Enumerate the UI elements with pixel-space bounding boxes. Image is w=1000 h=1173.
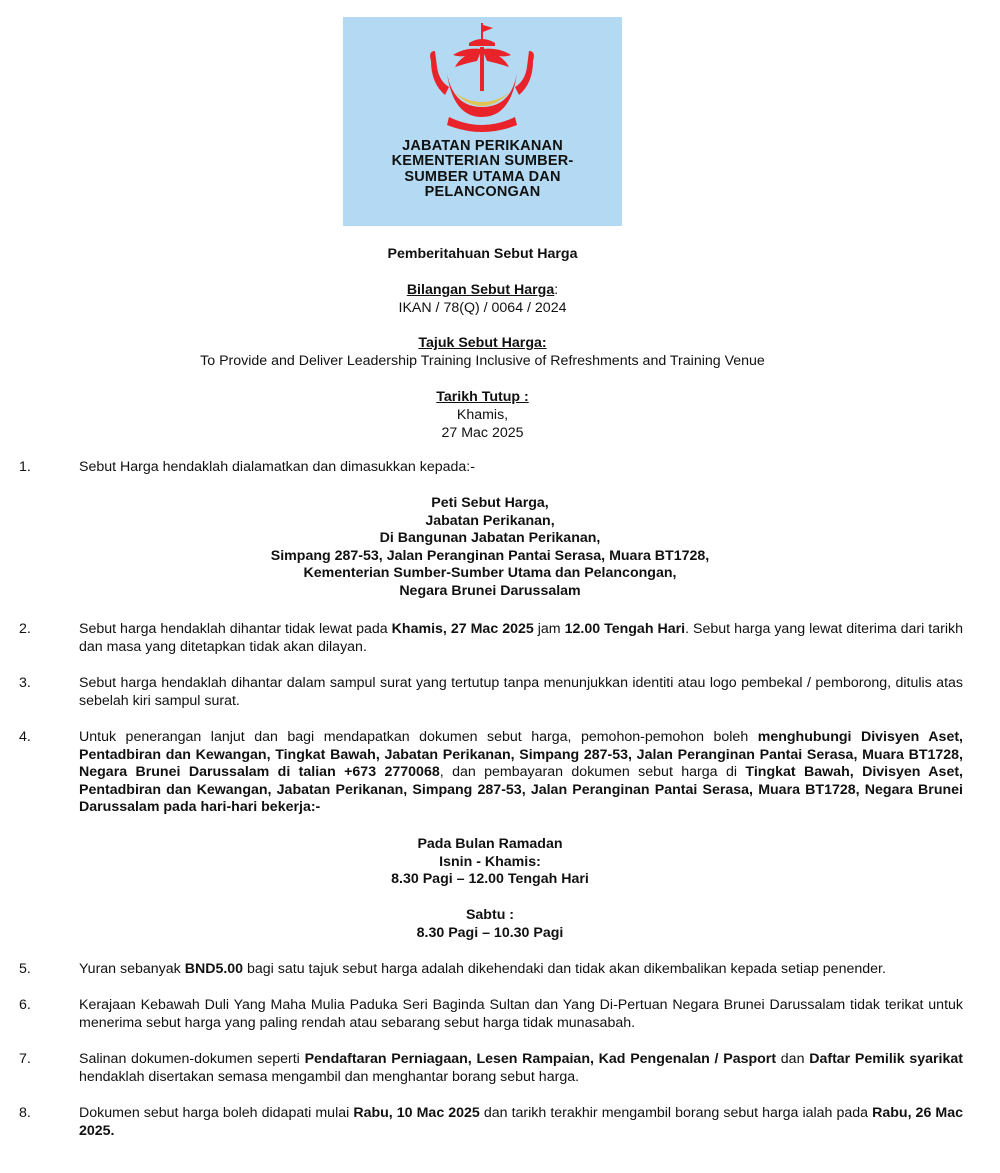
logo-line: SUMBER UTAMA DAN xyxy=(404,168,561,185)
closing-date: 27 Mac 2025 xyxy=(441,425,524,441)
logo-line: JABATAN PERIKANAN xyxy=(402,138,563,154)
text-run: jam xyxy=(533,621,565,637)
text-run: bagi satu tajuk sebut harga adalah dikehendaki dan tidak akan dikembalikan kepada setiap penender. xyxy=(243,961,886,977)
item-text: Sebut harga hendaklah dihantar dalam sampul surat yang tertutup tanpa menunjukkan identiti atau logo pembekal / pemborong, ditulis atas sebelah kiri sampul surat. xyxy=(79,675,963,709)
item-number: 2. xyxy=(19,621,31,637)
item-number: 8. xyxy=(19,1105,31,1121)
hours-time: 8.30 Pagi – 10.30 Pagi xyxy=(416,924,564,941)
text-run: . Sebut harga yang lewat diterima dari tarikh dan masa yang ditetapkan tidak akan dilayan. xyxy=(79,621,963,655)
item-number: 4. xyxy=(19,729,31,745)
logo-title xyxy=(343,139,622,201)
item-number: 1. xyxy=(19,459,31,475)
item-number: 5. xyxy=(19,961,31,977)
address-line: Simpang 287-53, Jalan Peranginan Pantai Serasa, Muara BT1728, xyxy=(270,547,710,564)
bold-run: BND5.00 xyxy=(184,961,244,977)
text-run: hendaklah disertakan semasa mengambil dan menghantar borang sebut harga. xyxy=(79,1068,580,1085)
bold-run: Tingkat Bawah, Divisyen Aset, Pentadbiran dan Kewangan, Jabatan Perikanan, Simpang 287-53, Jalan Peranginan Pantai Serasa, Muara BT1728, Negara Brunei Darussalam pada hari-hari bekerja:- xyxy=(79,764,964,816)
hours-time: 8.30 Pagi – 12.00 Tengah Hari xyxy=(391,871,589,888)
hours-days: Sabtu : xyxy=(465,907,515,923)
subject-label: Tajuk Sebut Harga: xyxy=(418,335,547,351)
closing-date-label: Tarikh Tutup : xyxy=(436,389,529,405)
reference-number: IKAN / 78(Q) / 0064 / 2024 xyxy=(398,300,567,316)
item-number: 6. xyxy=(19,997,31,1013)
text-run: , dan pembayaran dokumen sebut harga di xyxy=(439,764,746,781)
text-run: Untuk penerangan lanjut dan bagi mendapatkan dokumen sebut harga, pemohon-pemohon boleh xyxy=(79,729,758,745)
reference-colon: : xyxy=(554,282,559,298)
item-text xyxy=(79,961,963,979)
subject-title: To Provide and Deliver Leadership Training Inclusive of Refreshments and Training Venue xyxy=(200,353,765,369)
address-line: Negara Brunei Darussalam xyxy=(399,582,581,599)
brunei-crest-icon xyxy=(425,21,540,133)
item-text xyxy=(79,1051,963,1086)
address-line: Peti Sebut Harga, xyxy=(431,495,549,511)
submission-address xyxy=(0,495,980,601)
item-number: 7. xyxy=(19,1051,31,1067)
bold-run: Pendaftaran Perniagaan, Lesen Rampaian, Kad Pengenalan / Pasport xyxy=(304,1051,777,1067)
logo-line: PELANCONGAN xyxy=(424,184,541,201)
item-number: 3. xyxy=(19,675,31,691)
text-run: Yuran sebanyak xyxy=(79,961,185,977)
office-hours-saturday xyxy=(0,907,980,942)
department-logo xyxy=(343,17,622,226)
item-text: Kerajaan Kebawah Duli Yang Maha Mulia Paduka Seri Baginda Sultan dan Yang Di-Pertuan Negara Brunei Darussalam tidak terikat untuk menerima sebut harga yang paling rendah atau sebarang sebut harga tidak munasabah. xyxy=(79,997,963,1031)
bold-run: Rabu, 10 Mac 2025 xyxy=(353,1105,480,1121)
reference-label-text: Bilangan Sebut Harga xyxy=(406,282,555,298)
address-line: Jabatan Perikanan, xyxy=(425,512,555,529)
closing-day: Khamis, xyxy=(456,407,509,423)
reference-label xyxy=(0,282,965,300)
item-text: Sebut Harga hendaklah dialamatkan dan dimasukkan kepada:- xyxy=(79,459,475,475)
text-run: dan xyxy=(776,1051,810,1067)
text-run: dan tarikh terakhir mengambil borang sebut harga ialah pada xyxy=(479,1105,873,1121)
bold-run: menghubungi Divisyen Aset, Pentadbiran dan Kewangan, Tingkat Bawah, Jabatan Perikanan, Simpang 287-53, Jalan Peranginan Pantai Serasa, Muara BT1728, Negara Brunei Darussalam di talian +673 2770068 xyxy=(79,729,963,781)
item-text xyxy=(79,729,963,817)
notice-title: Pemberitahuan Sebut Harga xyxy=(387,246,578,262)
address-line: Di Bangunan Jabatan Perikanan, xyxy=(379,530,601,547)
hours-heading: Pada Bulan Ramadan xyxy=(417,836,563,852)
bold-run: 12.00 Tengah Hari xyxy=(564,621,686,637)
text-run: Sebut harga hendaklah dihantar tidak lewat pada xyxy=(79,621,392,637)
bold-run: Khamis, 27 Mac 2025 xyxy=(391,621,534,637)
text-run: Salinan dokumen-dokumen seperti xyxy=(79,1051,305,1067)
bold-run: Rabu, 26 Mac 2025. xyxy=(79,1105,963,1139)
text-run: Dokumen sebut harga boleh didapati mulai xyxy=(79,1105,354,1121)
office-hours xyxy=(0,836,980,889)
item-text xyxy=(79,1105,963,1140)
bold-run: Daftar Pemilik syarikat xyxy=(809,1051,963,1067)
item-text xyxy=(79,621,963,656)
address-line: Kementerian Sumber-Sumber Utama dan Pelancongan, xyxy=(303,565,677,582)
logo-line: KEMENTERIAN SUMBER- xyxy=(391,153,574,170)
hours-days: Isnin - Khamis: xyxy=(439,853,541,870)
